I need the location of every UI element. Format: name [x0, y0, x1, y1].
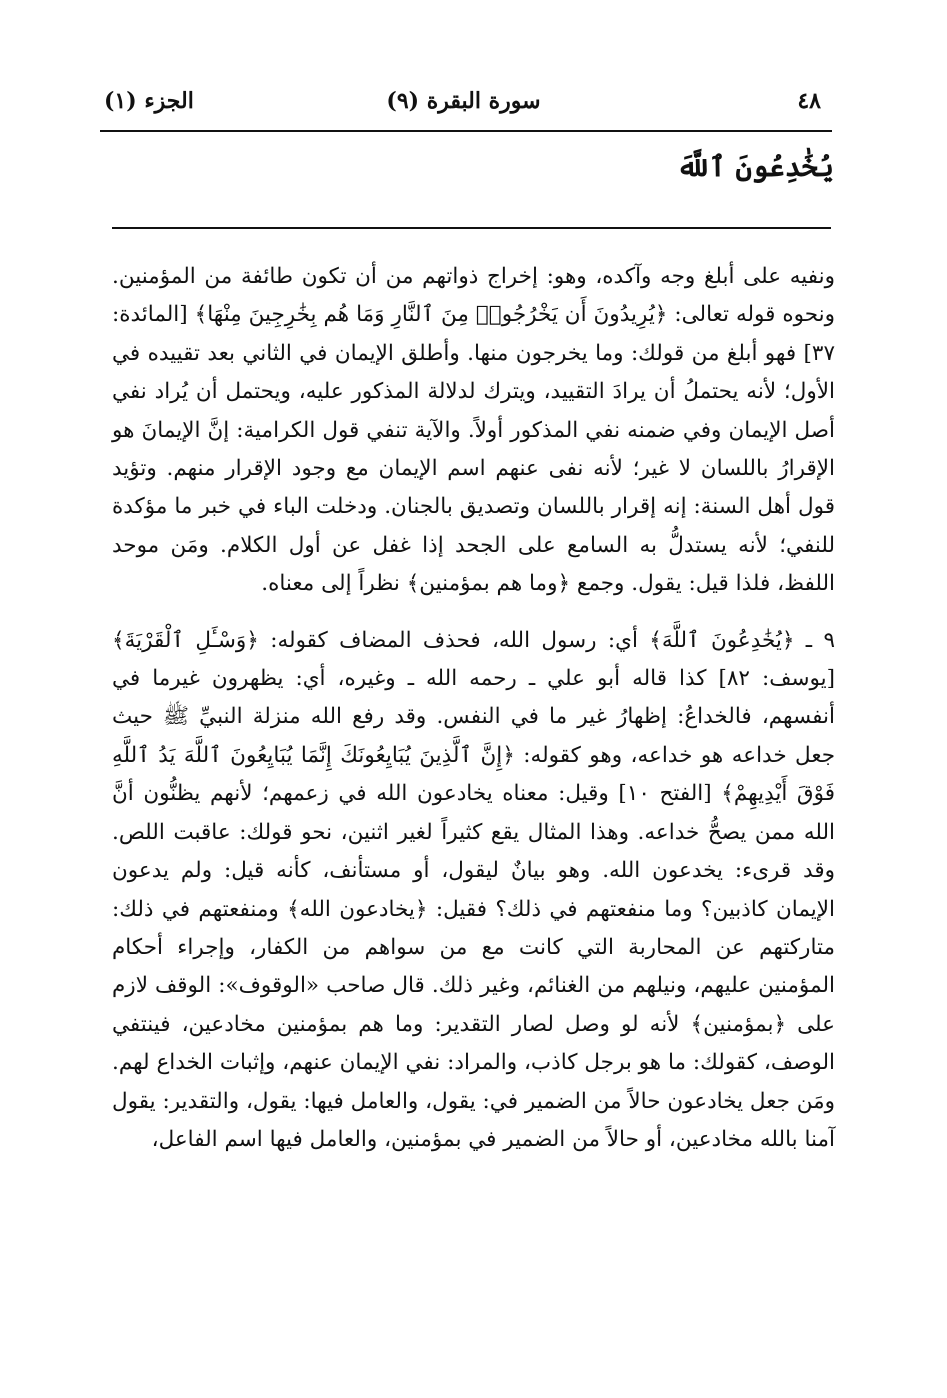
surah-title: سورة البقرة (٩): [386, 88, 541, 114]
commentary-text: [112, 258, 835, 1159]
verse-divider: [112, 227, 831, 229]
running-header: [100, 88, 827, 128]
verse-heading: يُخَٰدِعُونَ ٱللَّهَ: [676, 150, 834, 183]
paragraph: ونفيه على أبلغ وجه وآكده، وهو: إخراج ذواتهم من أن تكون طائفة من المؤمنين. ونحوه قوله تعالى: ﴿يُرِيدُونَ أَن يَخْرُجُوا۟ مِنَ ٱلنَّارِ وَمَا هُم بِخَٰرِجِينَ مِنْهَا﴾ [المائدة: ٣٧] فهو أبلغ من قولك: وما يخرجون منها. وأطلق الإيمان في الثاني بعد تقييده في الأول؛ لأنه يحتملُ أن يرادَ التقييد، ويترك لدلالة المذكور عليه، ويحتمل أن يُراد نفي أصل الإيمان وفي ضمنه نفي المذكور أولاً. والآية تنفي قول الكرامية: إنَّ الإيمانَ هو الإقرارُ باللسان لا غير؛ لأنه نفى عنهم اسم الإيمان مع وجود الإقرار منهم. وتؤيد قول أهل السنة: إنه إقرار باللسان وتصديق بالجنان. ودخلت الباء في خبر ما مؤكدة للنفي؛ لأنه يستدلُّ به السامع على الجحد إذا غفل عن أول الكلام. ومَن موحد اللفظ، فلذا قيل: يقول. وجمع ﴿وما هم بمؤمنين﴾ نظراً إلى معناه.: [112, 264, 835, 597]
paragraph: ٩ ـ ﴿يُخَٰدِعُونَ ٱللَّهَ﴾ أي: رسول الله، فحذف المضاف كقوله: ﴿وَسْـَٔلِ ٱلْقَرْيَةَ﴾ [يوسف: ٨٢] كذا قاله أبو علي ـ رحمه الله ـ وغيره، أي: يظهرون غيرما في أنفسهم، فالخداعُ: إظهارُ غير ما في النفس. وقد رفع الله منزلة النبيِّ ﷺ حيث جعل خداعه هو خداعه، وهو كقوله: ﴿إِنَّ ٱلَّذِينَ يُبَايِعُونَكَ إِنَّمَا يُبَايِعُونَ ٱللَّهَ يَدُ ٱللَّهِ فَوْقَ أَيْدِيهِمْ﴾ [الفتح ١٠] وقيل: معناه يخادعون الله في زعمهم؛ لأنهم يظنُّون أنَّ الله ممن يصحُّ خداعه. وهذا المثال يقع كثيراً لغير اثنين، نحو قولك: عاقبت اللص. وقد قرىء: يخدعون الله. وهو بيانٌ ليقول، أو مستأنف، كأنه قيل: ولم يدعون الإيمان كاذبين؟ وما منفعتهم في ذلك؟ فقيل: ﴿يخادعون الله﴾ ومنفعتهم في ذلك: متاركتهم عن المحاربة التي كانت مع من سواهم من الكفار، وإجراء أحكام المؤمنين عليهم، ونيلهم من الغنائم، وغير ذلك. قال صاحب «الوقوف»: الوقف لازم على ﴿بمؤمنين﴾ لأنه لو وصل لصار التقدير: وما هم بمؤمنين مخادعين، فينتفي الوصف، كقولك: ما هو برجل كاذب، والمراد: نفي الإيمان عنهم، وإثبات الخداع لهم. ومَن جعل يخادعون حالاً من الضمير في: يقول، والعامل فيها: يقول، والتقدير: يقول آمنا بالله مخادعين، أو حالاً من الضمير في بمؤمنين، والعامل فيها اسم الفاعل،: [112, 627, 835, 1152]
page-number: ٤٨: [797, 88, 821, 114]
header-divider: [100, 130, 832, 132]
part-label: الجزء (١): [104, 88, 194, 114]
